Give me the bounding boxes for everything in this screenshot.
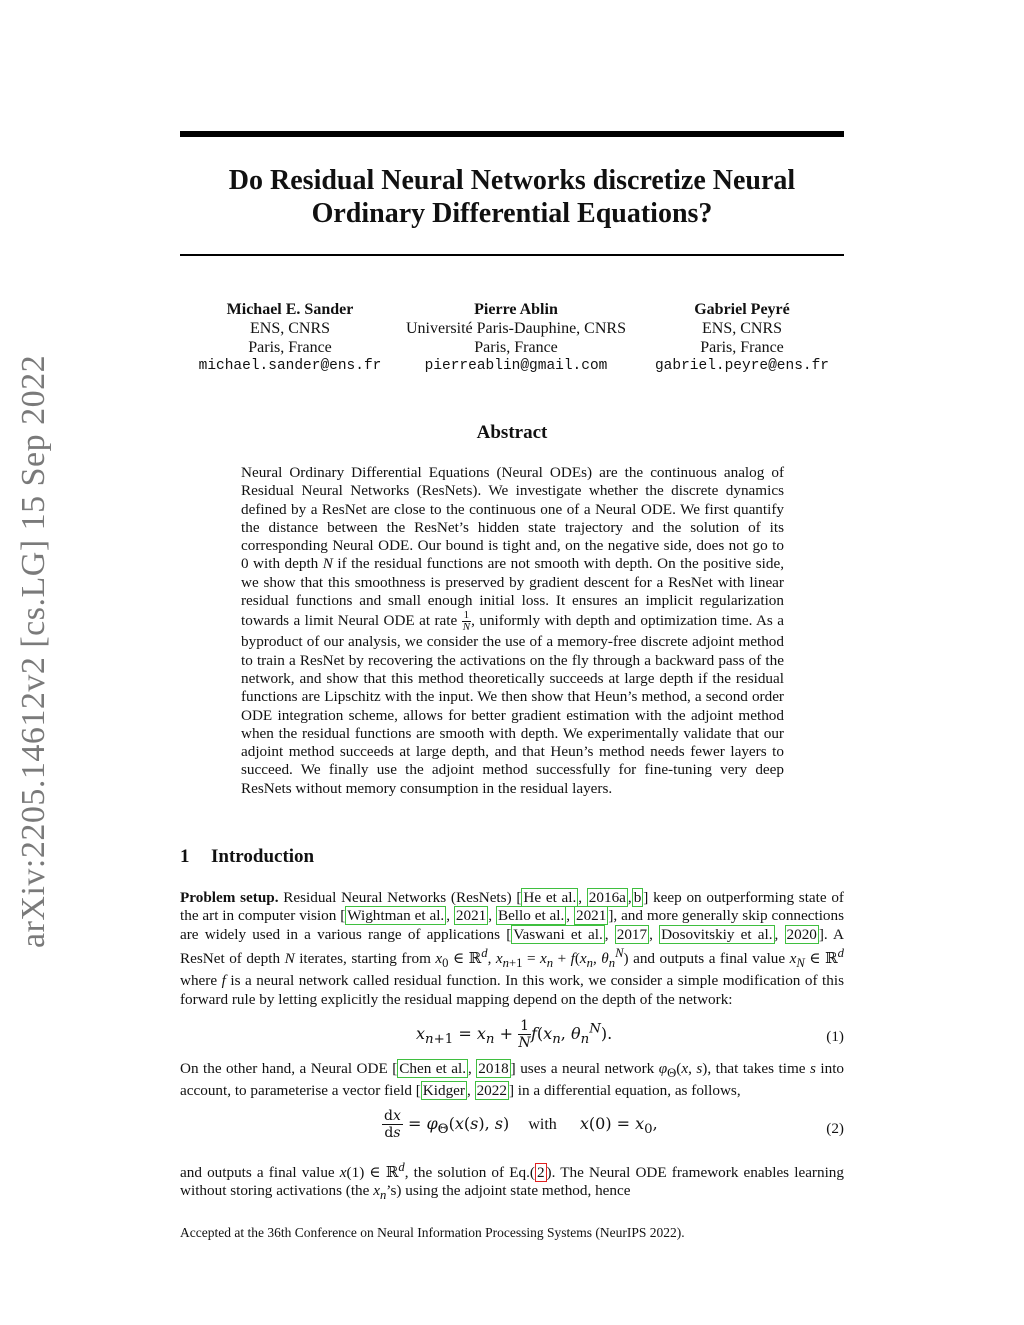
neural-ode-paragraph: On the other hand, a Neural ODE [ Chen et al. , 2018 ] uses a neural network $\varphi_\Theta(x$, s), that takes time s into account, to parameterise a vector field [ Kidger , 2022 ] in a differential equation, as follows, — [180, 1060, 845, 1100]
author-block-3 — [640, 300, 844, 376]
intro-paragraph: Problem setup. Residual Neural Networks (ResNets) [ He et al. , 2016a , b ] keep on outperforming state of the art in computer vision [ Wightman et al. , 2021 , Bello et al. , 2021 ], and more generally skip connections are widely used in a various range of applications [ Vaswani et al. , 2017 , Dosovitskiy et al. , 2020 ]. A ResNet of depth N iterates, starting from $x_0$ ∈ ℝ$^d$, $x_{n+1} = x_n + f(x_n$, $\theta_n^N$) and outputs a final value $x_N$ ∈ ℝ$^d$ where f is a neural network called residual function. In this work, we consider a simple modification of this forward rule by letting explicitly the residual mapping depend on the depth of the network: — [180, 889, 845, 1008]
author-affiliation: ENS, CNRS — [701, 320, 783, 337]
inline-math: $x_N$ ∈ ℝ$^d$ — [789, 945, 844, 970]
abstract-part-3: , uniformly with depth and optimization time. As a byproduct of our analysis, we consider the use of a memory-free discrete adjoint method to train a ResNet by recovering the activations on the fly through a backward pass of the network, and show that this method theoretically succeeds at large depth if the residual functions are Lipschitz with the input. We then show that Heun’s method, a second order ODE integration scheme, allows for better gradient estimation with the adjoint method when the residual functions are smooth with depth. We experimentally validate that our adjoint method succeeds at large depth, and that Heun’s method needs fewer layers to succeed. We finally use the adjoint method successfully for fine-tuning very deep ResNets without memory consumption in the residual layers. — [241, 612, 784, 797]
abstract-text: Neural Ordinary Differential Equations (Neural ODEs) are the continuous analog of Residual Neural Networks (ResNets). We investigate whether the discrete dynamics defined by a ResNet are close to the continuous one of a Neural ODE. We first quantify the distance between the ResNet’s hidden state trajectory and the solution of its corresponding Neural ODE. Our bound is tight and, on the negative side, does not go to 0 with depth N if the residual functions are not smooth with depth. On the positive side, we show that this smoothness is preserved by gradient descent for a ResNet with linear residual functions and small enough initial loss. It ensures an implicit regularization towards a limit Neural ODE at rate $\frac{1}{N}$ , uniformly with depth and optimization time. As a byproduct of our analysis, we consider the use of a memory-free discrete adjoint method to train a ResNet by recovering the activations on the fly through a backward pass of the network, and show that this method theoretically succeeds at large depth if the residual functions are Lipschitz with the input. We then show that Heun’s method, a second order ODE integration scheme, allows for better gradient estimation with the adjoint method when the residual functions are smooth with depth. We experimentally validate that our adjoint method succeeds at large depth, and that Heun’s method needs fewer layers to succeed. We finally use the adjoint method successfully for fine-tuning very deep ResNets without memory consumption in the residual layers. — [241, 464, 784, 797]
section-heading-introduction — [180, 846, 314, 868]
equation-number: (1) — [826, 1028, 844, 1045]
author-affiliation: Université Paris-Dauphine, CNRS — [406, 320, 626, 337]
citation-link[interactable]: b — [633, 889, 642, 906]
equation-1 — [180, 1018, 844, 1058]
arxiv-identifier: arXiv:2205.14612v2 [cs.LG] 15 Sep 2022 — [15, 354, 52, 948]
paragraph-lead: Problem setup. — [180, 889, 279, 906]
author-city: Paris, France — [248, 339, 332, 356]
abstract-part-2: if the residual functions are not smooth with depth. On the positive side, we show that this smoothness is preserved by gradient descent for a ResNet with linear residual functions and small enough initial loss. It ensures an implicit regularization towards a limit Neural ODE at rate — [241, 555, 784, 630]
section-title: Introduction — [211, 846, 315, 867]
title-line-1: Do Residual Neural Networks discretize Neural — [228, 165, 796, 196]
equation-2 — [180, 1108, 844, 1148]
section-number: 1 — [180, 846, 190, 867]
citation-link[interactable]: Bello et al. — [497, 907, 565, 925]
author-block-2 — [396, 300, 636, 376]
abstract-heading: Abstract — [476, 422, 548, 443]
abstract-part-1: Neural Ordinary Differential Equations (Neural ODEs) are the continuous analog of Residual Neural Networks (ResNets). We investigate whether the discrete dynamics defined by a ResNet are close to the continuous one of a Neural ODE. We first quantify the distance between the ResNet’s hidden state trajectory and the solution of its corresponding Neural ODE. Our bound is tight and, on the negative side, does not go to 0 with depth — [241, 464, 784, 573]
author-name: Pierre Ablin — [474, 301, 558, 318]
equation-number: (2) — [826, 1120, 844, 1137]
title-line-2: Ordinary Differential Equations? — [311, 198, 713, 229]
citation-link[interactable]: 2017 — [616, 925, 648, 943]
citation-link[interactable]: 2016a — [588, 889, 626, 906]
author-block-1 — [180, 300, 400, 376]
equation-reference-link[interactable]: 2 — [536, 1164, 545, 1182]
citation-link[interactable]: He et al. — [523, 889, 577, 906]
author-city: Paris, France — [700, 339, 784, 356]
citation-link[interactable]: Chen et al. — [399, 1060, 467, 1077]
title-bottom-rule — [180, 254, 844, 256]
author-name: Michael E. Sander — [226, 301, 354, 318]
citation-link[interactable]: 2018 — [478, 1060, 509, 1077]
inline-math: $\varphi_\Theta(x$, s) — [658, 1060, 708, 1081]
author-email[interactable]: michael.sander@ens.fr — [198, 358, 382, 374]
paper-title — [180, 164, 844, 230]
adjoint-paragraph: and outputs a final value x(1) ∈ ℝ$^d$, the solution of Eq.( 2 ). The Neural ODE framework enables learning without storing activations (the $x_n’s$) using the adjoint state method, hence — [180, 1160, 844, 1203]
citation-link[interactable]: Vaswani et al. — [513, 925, 603, 943]
footnote-venue: Accepted at the 36th Conference on Neural Information Processing Systems (NeurIPS 2022). — [180, 1225, 685, 1240]
author-email[interactable]: pierreablin@gmail.com — [424, 358, 608, 374]
citation-link[interactable]: 2021 — [575, 907, 607, 925]
citation-link[interactable]: 2022 — [476, 1082, 507, 1100]
equation-with-word: with — [528, 1116, 557, 1133]
citation-link[interactable]: 2020 — [786, 925, 817, 943]
inline-math: $x_0$ ∈ ℝ$^d$, $x_{n+1} = x_n + f(x_n$, $\theta_n^N$) — [435, 945, 629, 970]
citation-link[interactable]: Kidger — [422, 1082, 465, 1100]
citation-link[interactable]: 2021 — [455, 907, 487, 925]
citation-link[interactable]: Dosovitskiy et al. — [661, 925, 773, 943]
author-affiliation: ENS, CNRS — [249, 320, 331, 337]
equation-body: $\frac{dx}{ds}$ = $\varphi_\Theta(x(s)$, s) with $x(0) = x_0$, — [384, 1108, 658, 1141]
title-top-rule — [180, 131, 844, 137]
author-email[interactable]: gabriel.peyre@ens.fr — [654, 358, 830, 374]
author-name: Gabriel Peyré — [694, 301, 790, 318]
citation-link[interactable]: Wightman et al. — [347, 907, 445, 925]
inline-math: x(1) ∈ ℝ$^d$ — [339, 1160, 405, 1182]
author-city: Paris, France — [474, 339, 558, 356]
rate-fraction: $\frac{1}{N}$ — [462, 609, 471, 634]
equation-body: $x_{n+1} = x_n$ + $\frac{1}{N}$ $f(x_n$, $\theta_n^N$). — [416, 1018, 613, 1051]
